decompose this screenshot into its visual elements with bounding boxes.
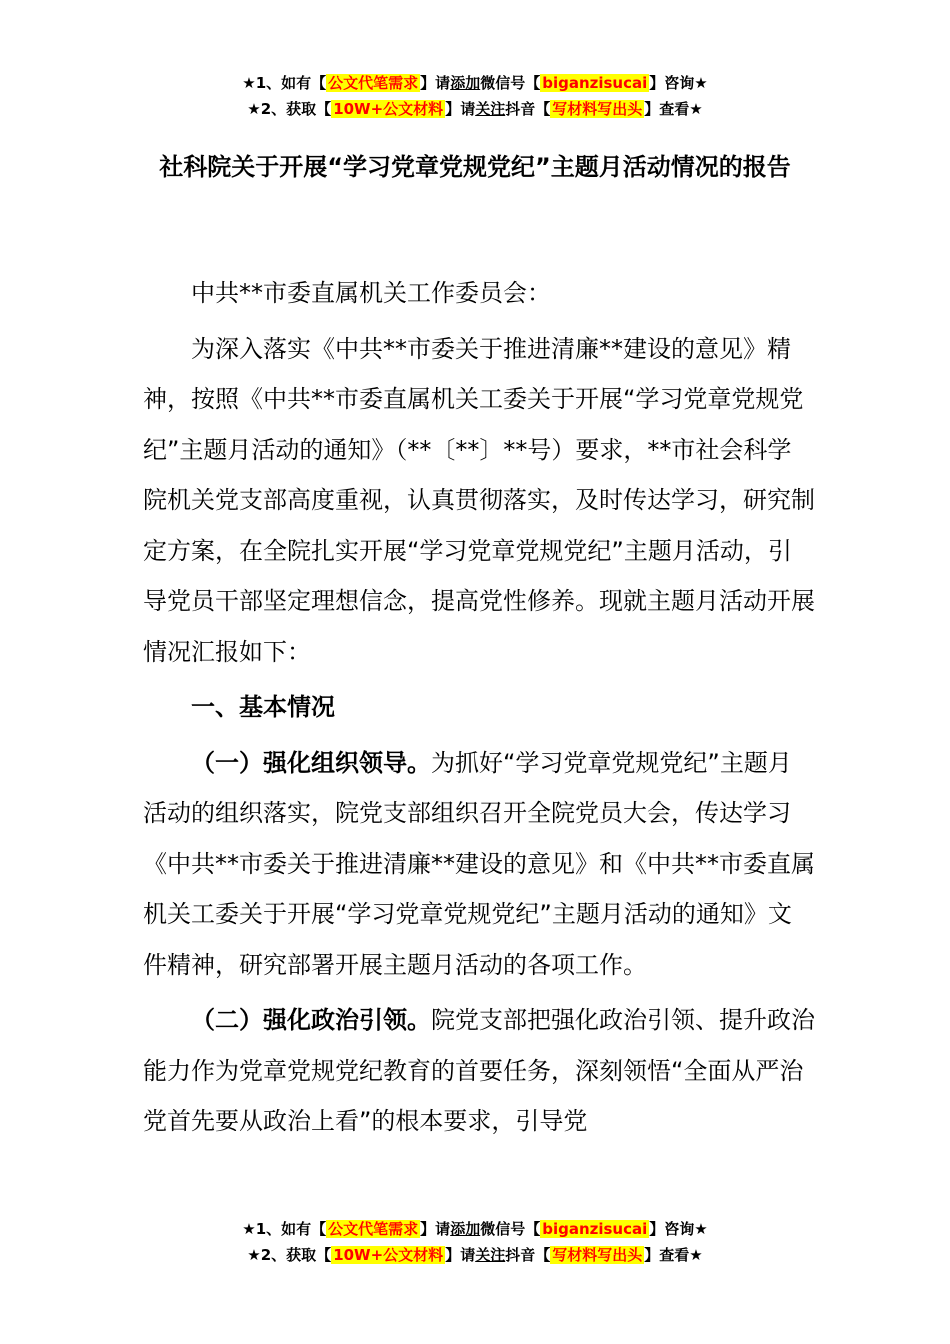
item-paragraph-2 (143, 995, 815, 1147)
highlight-text: 10W+公文材料 (333, 100, 444, 118)
banner-text: 】查看★ (644, 100, 703, 118)
footer-banner (0, 1216, 950, 1268)
salutation: 中共**市委直属机关工作委员会： (191, 279, 551, 307)
highlight-text: biganzisucai (542, 74, 648, 92)
banner-line-1 (0, 1216, 950, 1242)
banner-text: 】咨询★ (649, 74, 708, 92)
banner-text: ★1、如有【 (242, 1220, 327, 1238)
item-lead: （二）强化政治引领。 (191, 1006, 431, 1034)
banner-text: 】请 (445, 100, 476, 118)
banner-text: 】请 (420, 74, 451, 92)
item-lead: （一）强化组织领导。 (191, 748, 431, 777)
document-title: 社科院关于开展“学习党章党规党纪”主题月活动情况的报告 (159, 153, 791, 181)
document-body (143, 268, 815, 1147)
banner-text: 微信号【 (480, 74, 541, 92)
underlined-text: 关注 (475, 1246, 506, 1264)
header-banner (0, 70, 950, 122)
banner-text: ★2、获取【 (247, 1246, 332, 1264)
banner-line-1 (0, 70, 950, 96)
banner-text: 】咨询★ (649, 1220, 708, 1238)
banner-text: 】查看★ (644, 1246, 703, 1264)
highlight-text: 公文代笔需求 (328, 1220, 419, 1238)
highlight-text: 公文代笔需求 (328, 74, 419, 92)
highlight-text: 写材料写出头 (552, 100, 643, 118)
banner-text: 】请 (420, 1220, 451, 1238)
intro-paragraph: 为深入落实《中共**市委关于推进清廉**建设的意见》精神，按照《中共**市委直属机关工委关于开展“学习党章党规党纪”主题月活动的通知》（**〔**〕**号）要求，**市社会科学院机关党支部高度重视，认真贯彻落实，及时传达学习，研究制定方案，在全院扎实开展“学习党章党规党纪”主题月活动，引导党员干部坚定理想信念，提高党性修养。现就主题月活动开展情况汇报如下： (143, 334, 815, 666)
banner-text: 】请 (445, 1246, 476, 1264)
banner-text: 微信号【 (480, 1220, 541, 1238)
banner-text: ★1、如有【 (242, 74, 327, 92)
underlined-text: 添加 (450, 1220, 481, 1238)
underlined-text: 关注 (475, 100, 506, 118)
highlight-text: 10W+公文材料 (333, 1246, 444, 1264)
section-heading: 一、基本情况 (191, 693, 335, 721)
item-paragraph-1 (143, 738, 815, 991)
underlined-text: 添加 (450, 74, 481, 92)
banner-text: ★2、获取【 (247, 100, 332, 118)
banner-text: 抖音【 (505, 1246, 551, 1264)
highlight-text: biganzisucai (542, 1220, 648, 1238)
highlight-text: 写材料写出头 (552, 1246, 643, 1264)
banner-text: 抖音【 (505, 100, 551, 118)
banner-line-2 (0, 1242, 950, 1268)
banner-line-2 (0, 96, 950, 122)
item-text: 为抓好“学习党章党规党纪”主题月活动的组织落实，院党支部组织召开全院党员大会，传达学习《中共**市委关于推进清廉**建设的意见》和《中共**市委直属机关工委关于开展“学习党章党规党纪”主题月活动的通知》文件精神，研究部署开展主题月活动的各项工作。 (143, 748, 815, 979)
item-text: 院党支部把强化政治引领、提升政治能力作为党章党规党纪教育的首要任务，深刻领悟“全面从严治党首先要从政治上看”的根本要求，引导党 (143, 1006, 815, 1135)
